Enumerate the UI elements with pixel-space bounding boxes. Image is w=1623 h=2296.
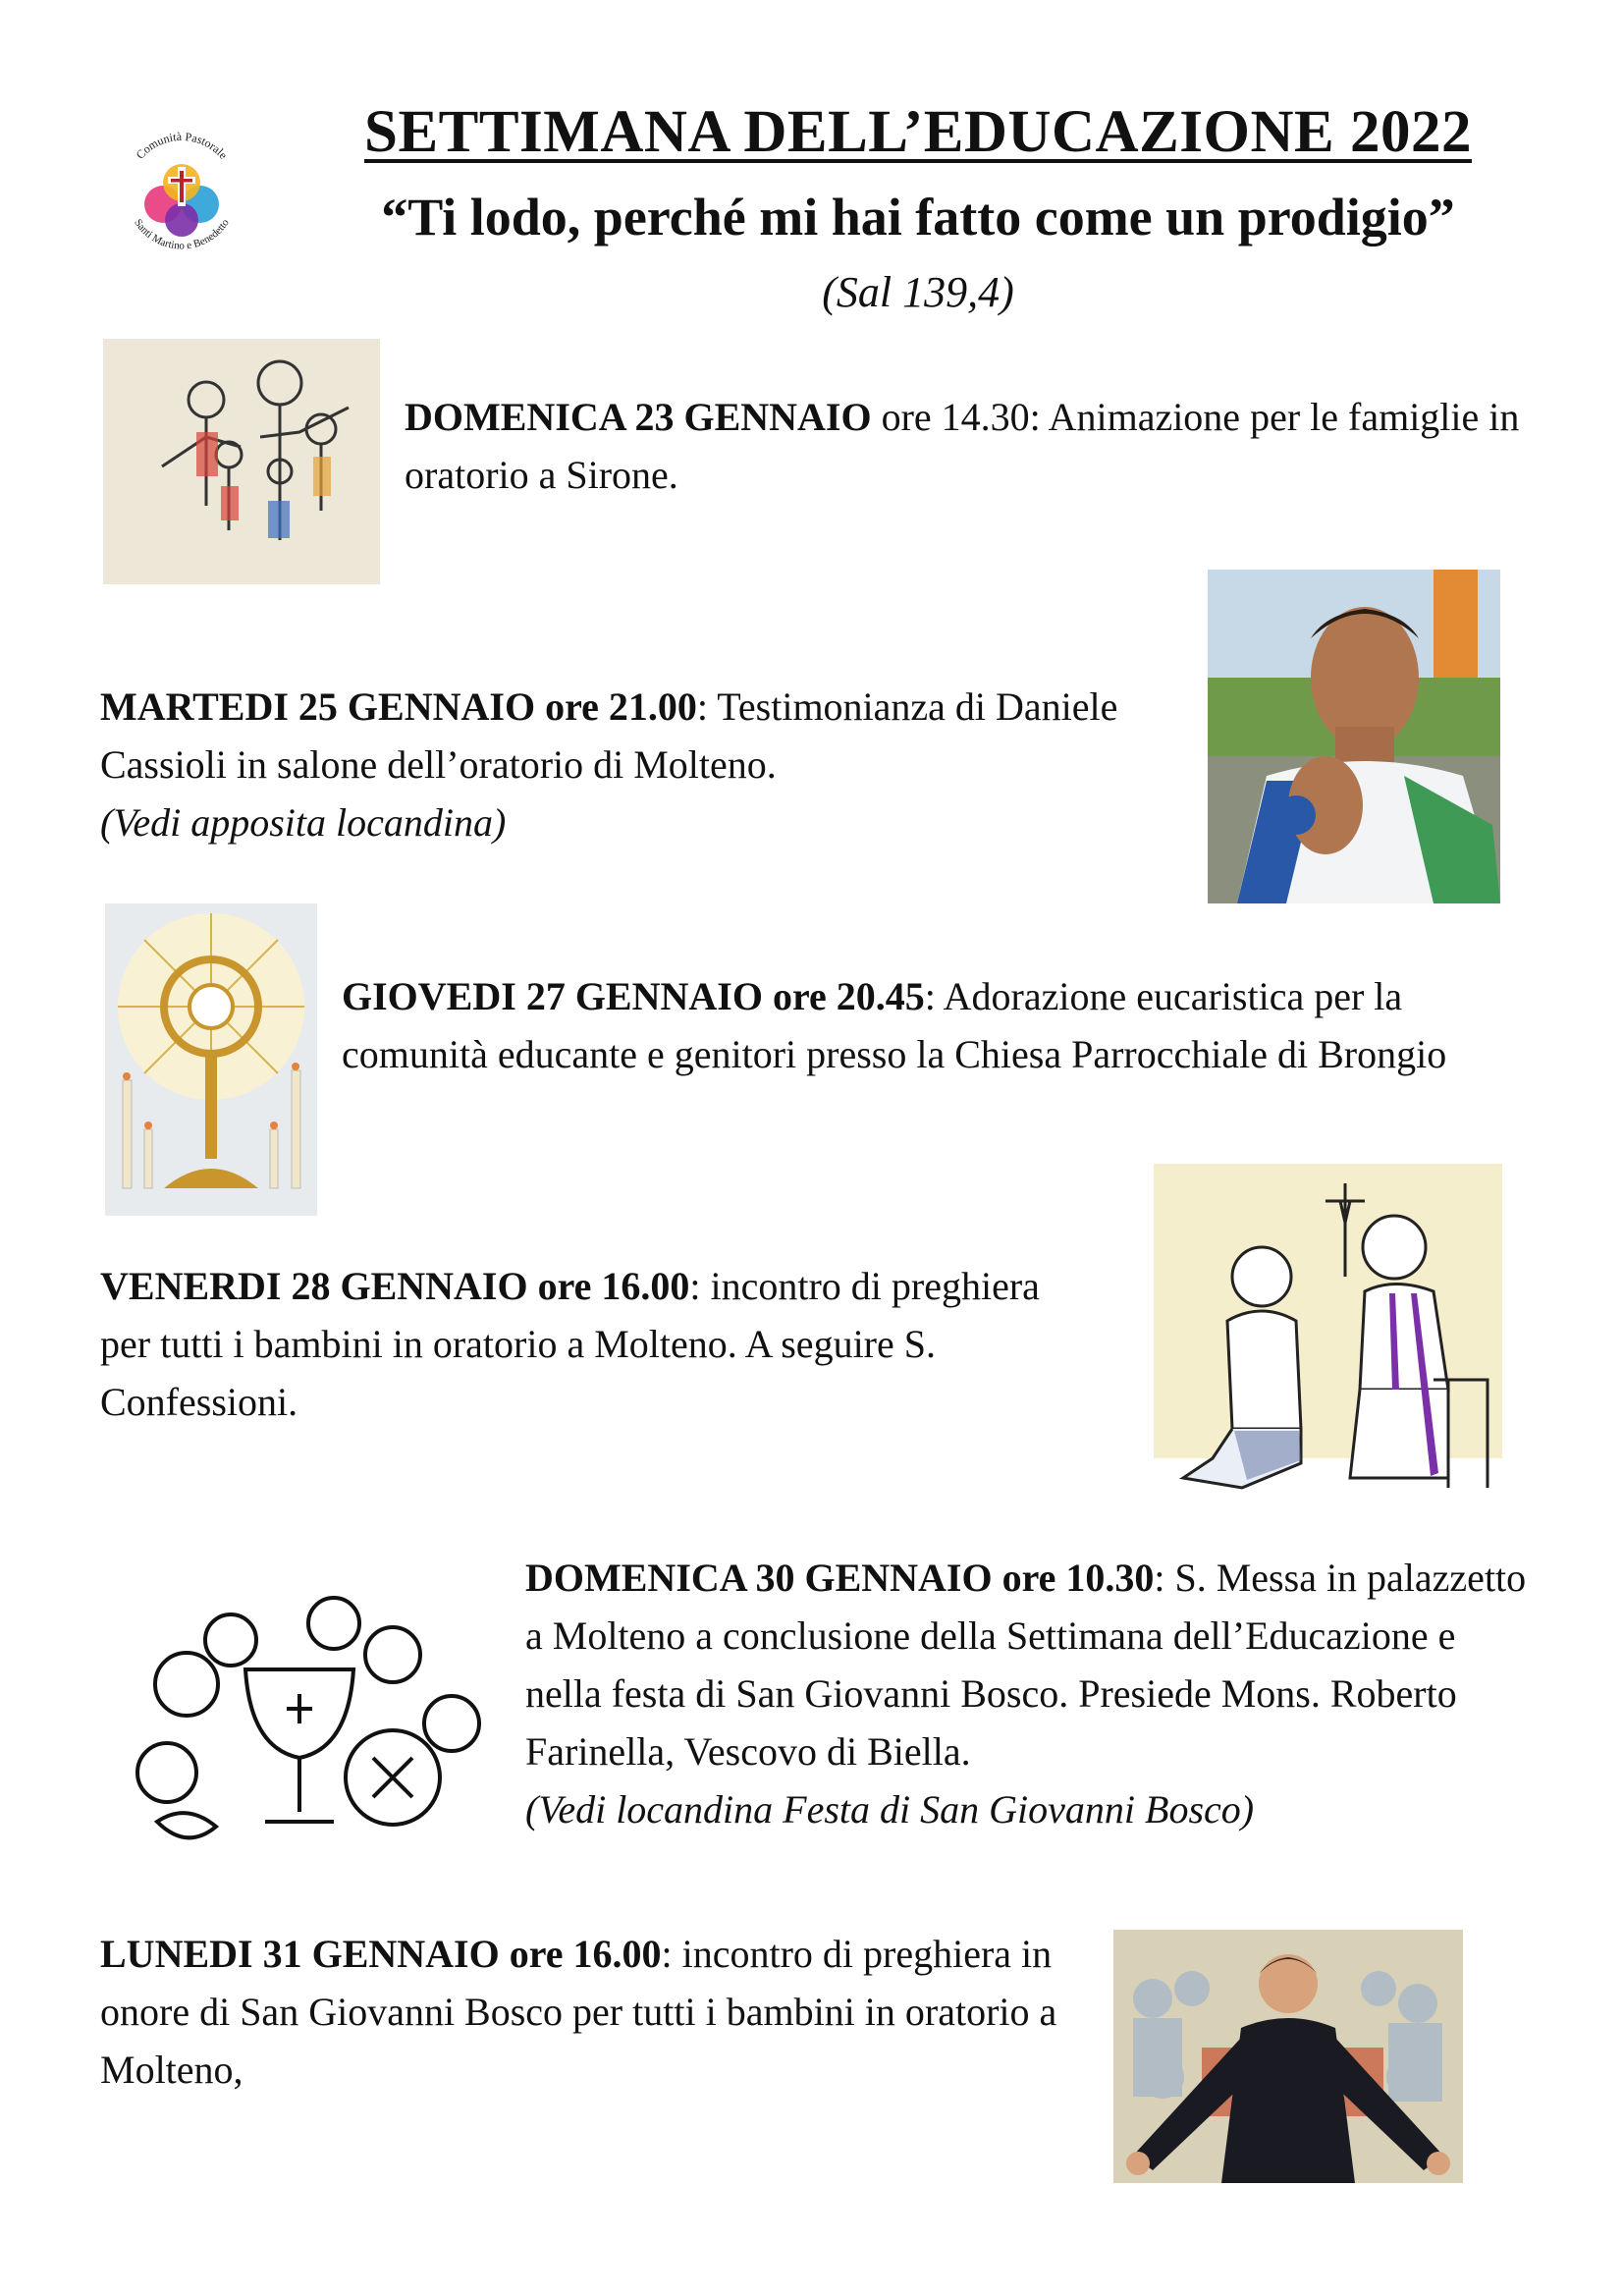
- event-5-body: : S. Messa in palazzetto a Molteno a conclusione della Settimana dell’Educazione e nella festa di San Giovanni Bosco. Presiede Mons. Roberto Farinella, Vescovo di Biella.: [525, 1556, 1527, 1774]
- athlete-photo-image: [1208, 570, 1500, 903]
- event-6-heading: LUNEDI 31 GENNAIO ore 16.00: [100, 1932, 662, 1976]
- svg-text:Comunità Pastorale: [134, 130, 231, 162]
- bible-reference: (Sal 139,4): [822, 268, 1014, 316]
- event-4-heading: VENERDI 28 GENNAIO ore 16.00: [100, 1264, 690, 1308]
- event-5: [525, 1549, 1527, 1838]
- event-6: [100, 1925, 1082, 2099]
- confession-drawing-image: [1154, 1164, 1502, 1507]
- event-5-heading: DOMENICA 30 GENNAIO ore 10.30: [525, 1556, 1155, 1600]
- children-chalice-drawing-image: [128, 1576, 501, 1856]
- event-1-body: ore 14.30: Animazione per le famiglie in oratorio a Sirone.: [405, 395, 1520, 497]
- event-3-body: : Adorazione eucaristica per la comunità educante e genitori presso la Chiesa Parrocchiale di Brongio: [342, 974, 1447, 1076]
- event-3: [342, 967, 1549, 1083]
- family-drawing-image: [103, 339, 380, 584]
- don-bosco-painting-image: [1113, 1930, 1463, 2183]
- event-3-heading: GIOVEDI 27 GENNAIO ore 20.45: [342, 974, 925, 1018]
- event-2-body: : Testimonianza di Daniele Cassioli in salone dell’oratorio di Molteno.: [100, 684, 1118, 787]
- event-5-note: (Vedi locandina Festa di San Giovanni Bosco): [525, 1787, 1255, 1831]
- logo-text-top: Comunità Pastorale: [133, 129, 231, 162]
- page-title: SETTIMANA DELL’EDUCAZIONE 2022: [364, 99, 1472, 165]
- logo-text-bottom: Santi Martino e Benedetto: [132, 217, 232, 252]
- event-2: [100, 678, 1180, 851]
- page-subtitle: “Ti lodo, perché mi hai fatto come un prodigio”: [381, 188, 1455, 246]
- event-2-heading: MARTEDI 25 GENNAIO ore 21.00: [100, 684, 697, 729]
- event-6-body: : incontro di preghiera in onore di San Giovanni Bosco per tutti i bambini in oratorio a Molteno,: [100, 1932, 1057, 2092]
- community-logo: [108, 110, 255, 275]
- event-4-body: : incontro di preghiera per tutti i bambini in oratorio a Molteno. A seguire S. Confessioni.: [100, 1264, 1040, 1424]
- event-1-heading: DOMENICA 23 GENNAIO: [405, 395, 872, 439]
- event-4: [100, 1257, 1082, 1431]
- event-2-note: (Vedi apposita locandina): [100, 800, 507, 845]
- event-1: [405, 388, 1534, 504]
- monstrance-image: [105, 903, 317, 1216]
